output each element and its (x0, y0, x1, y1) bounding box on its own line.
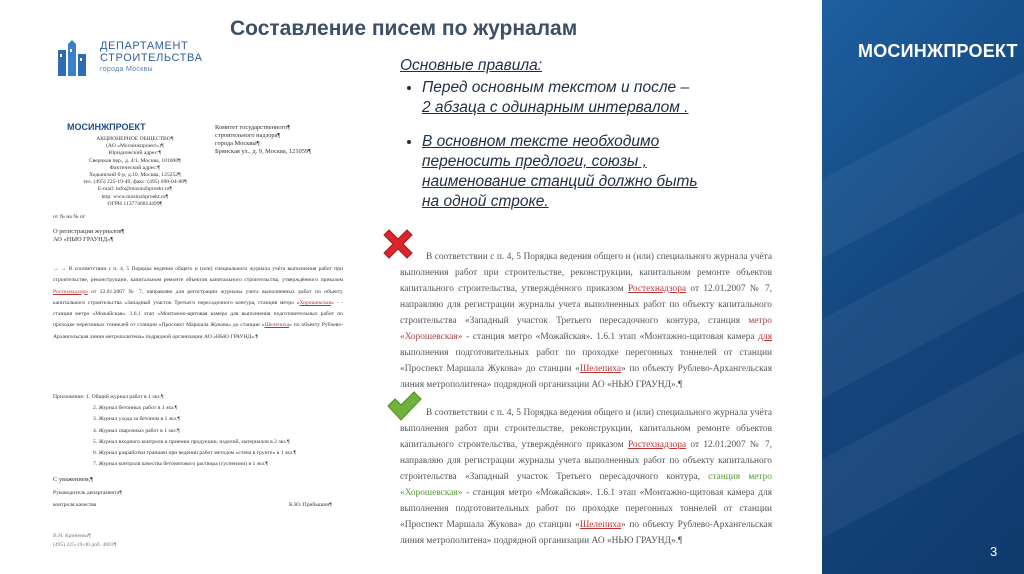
attachment-title: Приложение: 1. Общий журнал работ в 1 экз.¶ (53, 394, 164, 400)
rules-list (400, 78, 810, 212)
paragraph-text: от 12.01.2007 № 7, направляю для регистрации журналы учета выполненных работ по объекту капитального строительства «Западный участок Третьего пересадочного контура, станция (400, 284, 773, 326)
subject-line: О регистрации журналов¶ (53, 228, 125, 235)
brand-name: МОСИНЖПРОЕКТ (858, 40, 1018, 61)
paragraph-text-marked: Шелепиха (579, 364, 622, 374)
paragraph-text: от 12.01.2007 № 7, направляю для регистрации журналы учета выполненных работ по объекту капитального строительства «Западный участок Третьего пересадочного контура, (400, 440, 773, 482)
letter-executor: В.Н. Криненко¶ (53, 533, 91, 539)
company-line: (АО «Мосинжпроект»)¶ (106, 143, 164, 150)
body-text-marked: Ростехнадзора (53, 288, 88, 295)
paragraph-text: - станция метро «Можайская». 1.6.1 этап «Монтажно-щитовая камера (466, 332, 755, 342)
company-line: E-mail: info@mosinzhproekt.ru¶ (97, 186, 172, 193)
paragraph-text: В соответствии с п. 4, 5 Порядка ведения общего и (или) специального журнала учёта выполнения работ при строительстве, реконструкции, капитальном ремонте объектов капитального строительства, утверждённого приказом (400, 408, 772, 450)
rules-heading: Основные правила: (400, 57, 543, 74)
company-line: Фактический адрес:¶ (109, 164, 160, 171)
body-text-marked: Хорошевская (299, 299, 332, 306)
brand-logo (852, 38, 1018, 64)
body-text: метрополитена» подрядной организации АО «НЬЮ ГРАУНД».¶ (105, 333, 259, 340)
attachment-item: 3. Журнал ухода за бетоном в 1 экз.¶ (93, 416, 180, 423)
body-text: подготовительных работ по проходке перегонных тоннелей от станции (53, 311, 344, 329)
rules-line: • Перед основным текстом и после – (422, 79, 690, 96)
paragraph-text: выполнения подготовительных работ по проходке перегонных тоннелей от станции «Проспект Маршала Жукова» до станции « (400, 348, 772, 374)
letter-addressee (215, 124, 311, 156)
company-line: АКЦИОНЕРНОЕ ОБЩЕСТВО¶ (96, 136, 174, 142)
body-text: выполнения работ при строительстве, реконструкции, капитальном ремонте объектов (53, 266, 343, 284)
slide-number: 3 (990, 544, 998, 559)
body-text: капитального строительства, утверждённого приказом (209, 277, 343, 284)
letter-signer-position: Руководитель департамента¶ (53, 490, 122, 496)
letter-body (53, 264, 343, 343)
paragraph-text: - станция метро «Можайская». 1.6.1 этап «Монтажно-щитовая камера для выполнения подготовительных работ по проходке перегонных тоннелей от станции «Проспект Маршала Жукова» до станции « (400, 488, 772, 530)
rules-line: переносить предлоги, союзы , (422, 153, 647, 170)
slide-title: Составление писем по журналам (230, 17, 578, 40)
department-name (100, 40, 203, 76)
paragraph-text-marked: для (758, 332, 773, 342)
body-text: → → В соответствии с п. 4, 5 Порядка ведения общего и (или) специального журнала учёта (53, 266, 286, 272)
addressee-line: строительного надзора¶ (215, 132, 281, 139)
body-text: направляю для регистрации журналы учета выполненных работ по объекту капитального (53, 288, 343, 306)
paragraph-text: В соответствии с п. 4, 5 Порядка ведения общего и (или) специального журнала учёта выполнения работ при строительстве, реконструкции, капитальном ремонте объектов капитального строительства, утверждённого приказом (400, 252, 772, 294)
letter-ref: от № на № от (53, 214, 86, 220)
department-emblem-icon (56, 40, 94, 78)
addressee-line: Брянская ул., д. 9, Москва, 121059¶ (215, 148, 312, 155)
company-line: Ходынский б-р, д.10, Москва, 125252¶ (89, 172, 181, 179)
letter-attachments (53, 392, 296, 470)
department-line-2: СТРОИТЕЛЬСТВА (100, 52, 203, 64)
subject-line: АО «НЬЮ ГРАУНД»¶ (53, 236, 114, 243)
department-line-3: города Москвы (100, 66, 153, 73)
letter-signer-position: контроля качества (53, 502, 97, 508)
body-text: строительства «Западный участок Третьего пересадочного контура, станция метро « (87, 299, 300, 306)
paragraph-text-marked: Ростехнадзора (627, 440, 687, 450)
company-line: http: www.mosinzhproekt.ru¶ (101, 193, 169, 200)
body-text: от 12.01.2007 № 7, (91, 288, 144, 295)
attachment-item: 5. Журнал входного контроля и приемки продукции, изделий, материалов в 2 экз.¶ (93, 438, 290, 445)
attachment-item: 6. Журнал разработки траншеи при ведении работ методом «стена в грунте» в 1 экз.¶ (93, 450, 297, 457)
paragraph-text-marked: станция метро «Хорошевская» (400, 472, 772, 498)
letter-document (53, 118, 346, 558)
rules-line: 2 абзаца с одинарным интервалом . (422, 99, 689, 116)
attachment-item: 4. Журнал сварочных работ в 1 экз.¶ (93, 427, 180, 434)
addressee-line: Комитет государственного¶ (215, 124, 291, 131)
rules-block (400, 56, 810, 226)
body-text: «Проспект Маршала Жукова» до станции « (158, 322, 265, 329)
rules-item (422, 78, 810, 118)
rules-line: наименование станций должно быть (422, 173, 698, 190)
paragraph-text-marked: Шелепиха (579, 520, 622, 530)
body-text: » по объекту Рублево-Архангельская линия (53, 322, 343, 340)
rules-item (422, 132, 810, 212)
rules-line: В основном тексте необходимо (422, 133, 660, 150)
letter-subject (53, 228, 124, 244)
letter-company-block (83, 136, 187, 208)
example-right-paragraph (400, 405, 772, 549)
addressee-line: города Москвы¶ (215, 140, 260, 147)
rules-line: на одной строке. (422, 193, 549, 210)
example-wrong-paragraph (400, 249, 772, 393)
department-line-1: ДЕПАРТАМЕНТ (100, 40, 189, 52)
attachment-item: 2. Журнал бетонных работ в 1 экз.¶ (93, 405, 178, 412)
body-text-marked: Шелепиха (264, 322, 290, 329)
body-text: » - (331, 299, 339, 306)
attachment-item: 7. Журнал контроля качества бетонитового раствора (суспензии) в 1 экз.¶ (93, 461, 268, 468)
body-text: - станция метро «Можайская». 1.6.1 этап «Монтажно-щитовая камера для выполнения (53, 299, 343, 318)
letter-closing: С уважением,¶ (53, 476, 94, 483)
company-line: Сверчков пер., д. 4/1, Москва, 101000¶ (88, 157, 181, 164)
company-line: ОГРН 1137746814499¶ (107, 200, 163, 207)
company-line: тел. (495) 225-19-40, факс: (495) 690-04-80¶ (83, 179, 187, 186)
letter-executor-phone: (495) 225-19-40 доб. 4803¶ (53, 542, 117, 548)
company-line: Юридический адрес:¶ (108, 150, 162, 157)
paragraph-text-marked: Ростехнадзора (627, 284, 687, 294)
paragraph-text-marked: метро «Хорошевская» (400, 316, 772, 342)
paragraph-text: » по объекту Рублево-Архангельская линия метрополитена» подрядной организации АО «НЬЮ ГРАУНД».¶ (400, 364, 773, 390)
paragraph-text: » по объекту Рублево-Архангельская линия метрополитена» подрядной организации АО «НЬЮ ГРАУНД».¶ (400, 520, 773, 546)
brand-panel (822, 0, 1024, 574)
letter-company-logo: МОСИНЖПРОЕКТ (67, 122, 146, 132)
letter-signer-name: К.Ю. Прибышин¶ (289, 502, 332, 508)
